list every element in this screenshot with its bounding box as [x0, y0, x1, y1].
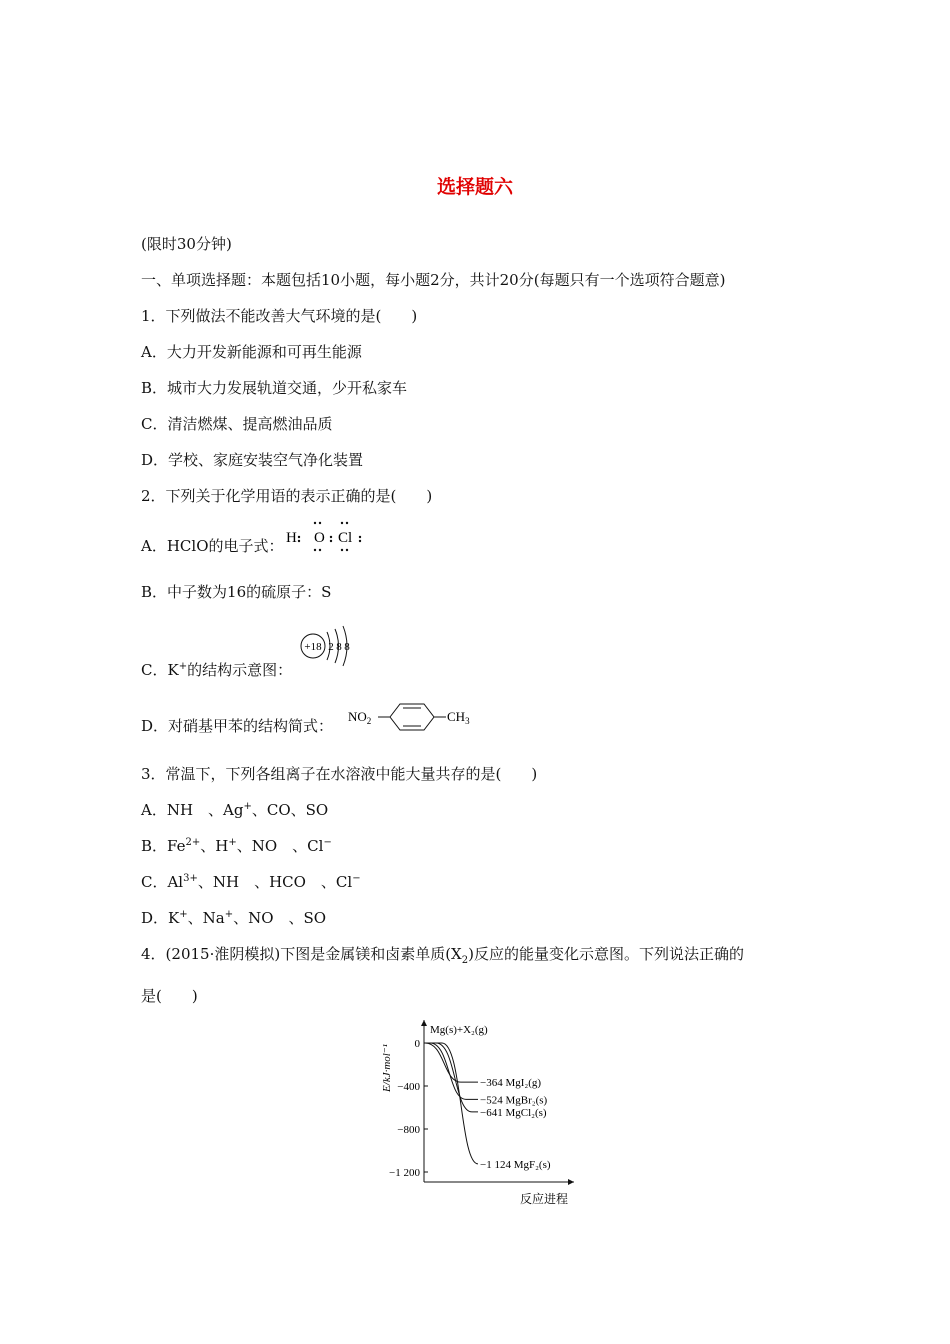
- start-state-label: Mg(s)+X₂(g): [430, 1024, 488, 1036]
- p-nitrotoluene-structure: [346, 700, 480, 734]
- q3-option-c: C．$Al^{3+}$、NH 、HCO 、Cl−: [141, 873, 361, 891]
- q3-stem: 3．常温下，下列各组离子在水溶液中能大量共存的是( ): [141, 765, 538, 783]
- y-tick-label: 0: [414, 1038, 420, 1050]
- q2-option-b: B．中子数为16的硫原子：S: [141, 583, 332, 601]
- series-label: −364 MgI₂(g): [480, 1077, 542, 1090]
- time-limit: (限时30分钟): [141, 235, 232, 253]
- q2-option-a: A．HClO的电子式：: [141, 537, 284, 555]
- y-axis-arrow: [421, 1020, 427, 1026]
- q4-stem-line1: 4．(2015·淮阴模拟)下图是金属镁和卤素单质$(X_2)$反应的能量变化示意图。下列说法正确的: [141, 945, 744, 966]
- y-tick-label: −1 200: [389, 1167, 420, 1179]
- atom-o: O: [314, 530, 325, 546]
- series-label: −524 MgBr₂(s): [480, 1094, 548, 1107]
- energy-curve: [426, 1043, 478, 1099]
- shell-2: 8: [336, 641, 342, 653]
- q3-option-d: D．K+、Na+、NO 、SO: [141, 909, 327, 927]
- atom-cl: Cl: [338, 530, 353, 546]
- q3-option-a: A．NH 、Ag+、CO、SO: [141, 801, 329, 819]
- q2-option-d: D．对硝基甲苯的结构简式：: [141, 717, 334, 735]
- q1-option-b: B．城市大力发展轨道交通，少开私家车: [141, 379, 408, 397]
- atom-h: H: [286, 530, 297, 546]
- q3-option-b: B．$Fe^{2+}$、H+、NO 、Cl−: [141, 837, 332, 855]
- q1-option-d: D．学校、家庭安装空气净化装置: [141, 451, 364, 469]
- page-title: 选择题六: [436, 176, 513, 198]
- energy-curve: [425, 1043, 478, 1082]
- y-tick-label: −800: [397, 1124, 420, 1136]
- q1-option-a: A．大力开发新能源和可再生能源: [141, 343, 362, 361]
- q2-option-c: C．K+的结构示意图：: [141, 661, 293, 679]
- q4-stem-line2: 是( ): [141, 987, 198, 1005]
- q2-stem: 2．下列关于化学用语的表示正确的是( ): [141, 487, 433, 505]
- series-label: −1 124 MgF₂(s): [480, 1158, 551, 1171]
- x-axis-arrow: [568, 1179, 574, 1185]
- q1-option-c: C．清洁燃煤、提高燃油品质: [141, 415, 333, 433]
- nucleus-charge: +18: [304, 641, 322, 653]
- series-label: −641 MgCl₂(s): [480, 1106, 547, 1119]
- methyl-group: $CH_3$: [447, 709, 470, 726]
- q1-stem: 1．下列做法不能改善大气环境的是( ): [141, 307, 418, 325]
- energy-diagram-chart: [360, 1010, 600, 1210]
- shell-1: 2: [328, 641, 334, 653]
- section-intro: 一、单项选择题：本题包括10小题，每小题2分，共计20分(每题只有一个选项符合题意): [141, 271, 726, 289]
- x-axis-label: 反应进程: [520, 1192, 569, 1206]
- energy-curve: [426, 1043, 478, 1164]
- nitro-group: $NO_2$: [348, 709, 372, 726]
- hclo-electron-formula: [282, 514, 372, 554]
- y-axis-label: E/kJ·mol⁻¹: [381, 1044, 393, 1092]
- k-ion-structure-diagram: [296, 622, 366, 672]
- y-tick-label: −400: [397, 1081, 420, 1093]
- shell-3: 8: [344, 641, 350, 653]
